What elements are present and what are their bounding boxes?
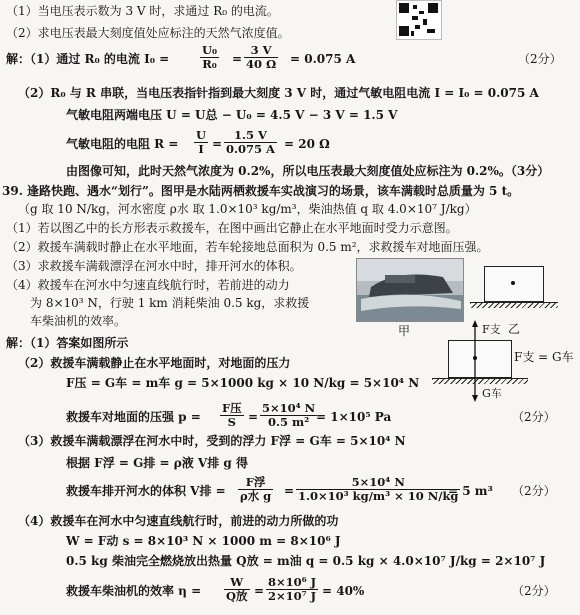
fraction-8e6-2e7 (266, 576, 318, 603)
fraction-u-i (194, 129, 208, 156)
solution-39-part-2-intro: （2）救援车满载静止在水平地面时，对地面的压力 (18, 356, 291, 370)
fraction-denominator: 0.5 m² (260, 415, 317, 429)
fraction-numerator: F压 (222, 401, 242, 415)
displacement-label: 救援车排开河水的体积 V排 = (66, 484, 226, 498)
support-force-label: F支 (482, 323, 501, 336)
ground-hatch (470, 303, 558, 308)
question-37-part-2: （2）求电压表最大刻度值处应标注的天然气浓度值。 (6, 26, 290, 40)
work-eq: W = F动 s = 8×10³ N × 1000 m = 8×10⁶ J (66, 534, 341, 548)
question-39-stem: 39. 逢路快跑、遇水“划行”。图甲是水陆两栖救援车实战演习的场景，该车满载时总质量为 5 t。 (2, 184, 520, 198)
question-39-part-3: （3）求救援车满载漂浮在河水中时，排开河水的体积。 (6, 259, 302, 273)
fraction-5e4-0-5 (260, 402, 317, 429)
solution-39-part-3-line-1: （3）救援车满载漂浮在河水中时，受到的浮力 F浮 = G车 = 5×10⁴ N (18, 434, 406, 448)
equals-sign: = (254, 584, 265, 598)
figure-yi-label: 乙 (508, 322, 521, 336)
question-39-part-2: （2）救援车满载时静止在水平地面，若车轮接地总面积为 0.5 m²，求救援车对地面压强。 (6, 240, 489, 254)
fraction-numerator: 5×10⁴ N (262, 401, 316, 415)
fraction-u0-r0 (200, 44, 219, 71)
force-equality-label: F支 = G车 (514, 350, 574, 364)
solution-2-conclusion: 由图像可知，此时天然气浓度为 0.2%，所以电压表最大刻度值处应标注为 0.2%。（3分） (66, 164, 550, 178)
resistance-label: 气敏电阻的电阻 R = (66, 137, 179, 151)
fraction-f-rho-g (238, 476, 273, 503)
fraction-1-5v-0-075a (224, 129, 277, 156)
pressure-label: 救援车对地面的压强 p = (66, 410, 201, 424)
fraction-numerator: W (230, 575, 244, 589)
question-39-part-4-line-3: 车柴油机的效率。 (30, 314, 127, 328)
solution-2-line-2: 气敏电阻两端电压 U = U总 − U₀ = 4.5 V − 3 V = 1.5 V (66, 108, 398, 122)
fraction-denominator: ρ水 g (240, 489, 272, 503)
equals-sign: = (248, 410, 259, 424)
efficiency-label: 救援车柴油机的效率 η = (66, 584, 202, 598)
fraction-denominator: 0.075 A (226, 142, 275, 156)
fraction-denominator: 40 Ω (246, 57, 277, 71)
question-39-part-4-line-2: 为 8×10³ N，行驶 1 km 消耗柴油 0.5 kg，求救援 (30, 296, 310, 310)
fraction-denominator: R₀ (200, 57, 219, 71)
score-mark: （2分） (512, 410, 556, 424)
fraction-numerator: 5×10⁴ N (351, 475, 405, 489)
solution-39-part-1: 解：（1）答案如图所示 (6, 336, 129, 350)
solution-39-part-3-line-2: 根据 F浮 = G排 = ρ液 V排 g 得 (66, 456, 248, 470)
rescue-vehicle-photo (356, 258, 464, 322)
resistance-result: = 20 Ω (284, 137, 330, 151)
efficiency-result: = 40% (322, 584, 365, 598)
fraction-denominator: 1.0×10³ kg/m³ × 10 N/kg (298, 489, 459, 503)
pressure-force-eq: F压 = G车 = m车 g = 5×1000 kg × 10 N/kg = 5×10⁴ N (66, 376, 420, 390)
fraction-numerator: U (196, 128, 207, 142)
score-mark: （2分） (512, 484, 556, 498)
fraction-denominator: S (220, 415, 244, 429)
fraction-f-s (220, 402, 244, 429)
equals-sign: = (284, 484, 295, 498)
question-39-part-4-line-1: （4）救援车在河水中匀速直线航行时，若前进的动力 (6, 278, 290, 292)
fraction-numerator: 8×10⁶ J (268, 575, 317, 589)
current-result: = 0.075 A (290, 52, 356, 66)
fraction-3v-40ohm (244, 44, 278, 71)
score-mark: （2分） (518, 52, 562, 66)
fraction-numerator: U₀ (202, 43, 218, 57)
question-39-constants: （g 取 10 N/kg，河水密度 ρ水 取 1.0×10³ kg/m³，柴油热值 q 取 4.0×10⁷ J/kg） (18, 202, 477, 216)
question-39-part-1: （1）若以图乙中的长方形表示救援车，在图中画出它静止在水平地面时受力示意图。 (6, 221, 458, 235)
fraction-numerator: 3 V (250, 43, 272, 57)
equals-sign: = (212, 137, 223, 151)
gravity-label: G车 (482, 387, 502, 400)
figure-jia-label: 甲 (398, 324, 411, 338)
score-mark: （2分） (512, 584, 556, 598)
fraction-denominator: Q放 (226, 589, 248, 603)
fraction-numerator: 1.5 V (234, 128, 267, 142)
displacement-result: = 5 m³ (448, 484, 493, 498)
pressure-result: = 1×10⁵ Pa (316, 410, 392, 424)
fraction-w-q (224, 576, 250, 603)
solution-1-label: 解：（1）通过 R₀ 的电流 I₀ = (6, 52, 170, 66)
solution-39-part-4-intro: （4）救援车在河水中匀速直线航行时，前进的动力所做的功 (18, 514, 339, 528)
heat-eq: 0.5 kg 柴油完全燃烧放出热量 Q放 = m油 q = 0.5 kg × 4.0×10⁷ J/kg = 2×10⁷ J (66, 554, 546, 568)
center-of-mass-dot (511, 281, 515, 285)
fraction-5e4-over-rho-g (296, 476, 460, 503)
solution-2-line-1: （2）R₀ 与 R 串联，当电压表指针指到最大刻度 3 V 时，通过气敏电阻电流 I = I₀ = 0.075 A (18, 86, 539, 100)
fraction-numerator: F浮 (245, 475, 266, 489)
question-37-part-1: （1）当电压表示数为 3 V 时，求通过 R₀ 的电流。 (6, 4, 279, 18)
fraction-denominator: 2×10⁷ J (268, 589, 317, 603)
qr-code (396, 0, 442, 40)
fraction-denominator: I (194, 142, 208, 156)
equals-sign: = (232, 52, 243, 66)
